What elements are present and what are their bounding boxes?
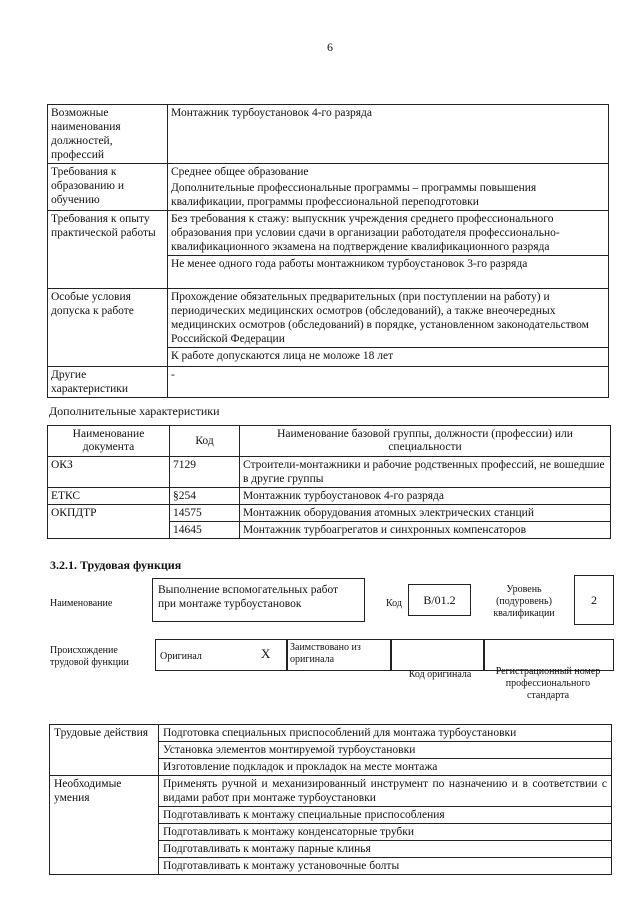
- doc-cell: ОКЗ: [48, 457, 170, 488]
- row-value: Без требования к стажу: выпускник учреждения среднего профессионального образования при условии сдачи в организации работодателя профессионально-квалификационного экзамена на подтверждение квалификационного разряда: [168, 211, 608, 256]
- original-mark: X: [261, 646, 271, 661]
- function-code: B/01.2: [408, 584, 471, 616]
- table-row: [48, 211, 609, 289]
- table-row: [48, 164, 609, 211]
- table-row: [48, 105, 609, 164]
- row-label: Другие характеристики: [48, 367, 168, 398]
- qualification-table: [47, 104, 609, 398]
- list-item: Подготавливать к монтажу парные клинья: [159, 841, 612, 858]
- origin-label: Происхождение трудовой функции: [50, 645, 129, 668]
- borrowed-label: Заимствовано из оригинала: [290, 642, 361, 665]
- row-label: Трудовые действия: [50, 725, 159, 776]
- list-item: Применять ручной и механизированный инструмент по назначению и в соответствии с видами работ при монтаже турбоустановки: [159, 776, 612, 807]
- reg-number-label: Регистрационный номер профессионального стандарта: [495, 666, 601, 701]
- row-value: Монтажник турбоустановок 4-го разряда: [171, 107, 372, 119]
- list-item: Подготавливать к монтажу специальные приспособления: [159, 807, 612, 824]
- page-number: 6: [327, 40, 333, 54]
- code-cell: §254: [170, 488, 240, 505]
- code-cell: 14575: [170, 505, 240, 522]
- table-row: [48, 505, 611, 522]
- row-value: Среднее общее образование: [171, 166, 309, 178]
- section-title: 3.2.1. Трудовая функция: [50, 558, 182, 572]
- level-value: 2: [574, 575, 614, 625]
- doc-cell: ОКПДТР: [48, 505, 170, 539]
- row-value: Прохождение обязательных предварительных (при поступлении на работу) и периодических медицинских осмотров (обследований), а также внеочередных медицинских осмотров (обследований) в порядке, установленном законодательством Российской Федерации: [168, 289, 608, 348]
- row-label: Требования к образованию и обучению: [48, 164, 168, 211]
- list-item: Подготавливать к монтажу конденсаторные трубки: [159, 824, 612, 841]
- table-row: [48, 457, 611, 488]
- list-item: Изготовление подкладок и прокладок на месте монтажа: [159, 759, 612, 776]
- level-label: Уровень (подуровень) квалификации: [493, 584, 555, 619]
- table-row: [48, 367, 609, 398]
- name-cell: Строители-монтажники и рабочие родственных профессий, не вошедшие в другие группы: [240, 457, 611, 488]
- name-cell: Монтажник оборудования атомных электрических станций: [240, 505, 611, 522]
- additional-title: Дополнительные характеристики: [49, 404, 220, 418]
- column-header: Наименование документа: [48, 426, 170, 457]
- table-row: [50, 776, 612, 807]
- row-value: Дополнительные профессиональные программы – программы повышения квалификации, программы профессиональной переподготовки: [171, 182, 537, 208]
- row-label: Необходимые умения: [50, 776, 159, 875]
- additional-table: [47, 425, 611, 539]
- row-label: Особые условия допуска к работе: [48, 289, 168, 367]
- function-name: Выполнение вспомогательных работ при монтаже турбоустановок: [152, 578, 365, 622]
- table-row: [48, 488, 611, 505]
- column-header: Наименование базовой группы, должности (профессии) или специальности: [240, 426, 611, 457]
- name-cell: Монтажник турбоустановок 4-го разряда: [240, 488, 611, 505]
- list-item: Подготовка специальных приспособлений для монтажа турбоустановки: [159, 725, 612, 742]
- original-label: Оригинал: [160, 651, 202, 662]
- table-row: [48, 289, 609, 367]
- row-label: Возможные наименования должностей, профессий: [48, 105, 168, 164]
- code-original-cell: [390, 639, 485, 671]
- name-cell: Монтажник турбоагрегатов и синхронных компенсаторов: [240, 522, 611, 539]
- code-original-label: Код оригинала: [408, 669, 472, 680]
- code-label: Код: [386, 598, 402, 609]
- table-row: [50, 725, 612, 742]
- column-header: Код: [170, 426, 240, 457]
- doc-cell: ЕТКС: [48, 488, 170, 505]
- code-cell: 7129: [170, 457, 240, 488]
- list-item: Подготавливать к монтажу установочные болты: [159, 858, 612, 875]
- code-cell: 14645: [170, 522, 240, 539]
- row-value: -: [171, 369, 175, 381]
- row-value: К работе допускаются лица не моложе 18 лет: [171, 350, 394, 362]
- list-item: Установка элементов монтируемой турбоустановки: [159, 742, 612, 759]
- row-label: Требования к опыту практической работы: [48, 211, 168, 289]
- table-header-row: [48, 426, 611, 457]
- row-value: Не менее одного года работы монтажником турбоустановок 3-го разряда: [171, 258, 528, 270]
- labor-table: [49, 724, 612, 875]
- name-label: Наименование: [50, 598, 113, 609]
